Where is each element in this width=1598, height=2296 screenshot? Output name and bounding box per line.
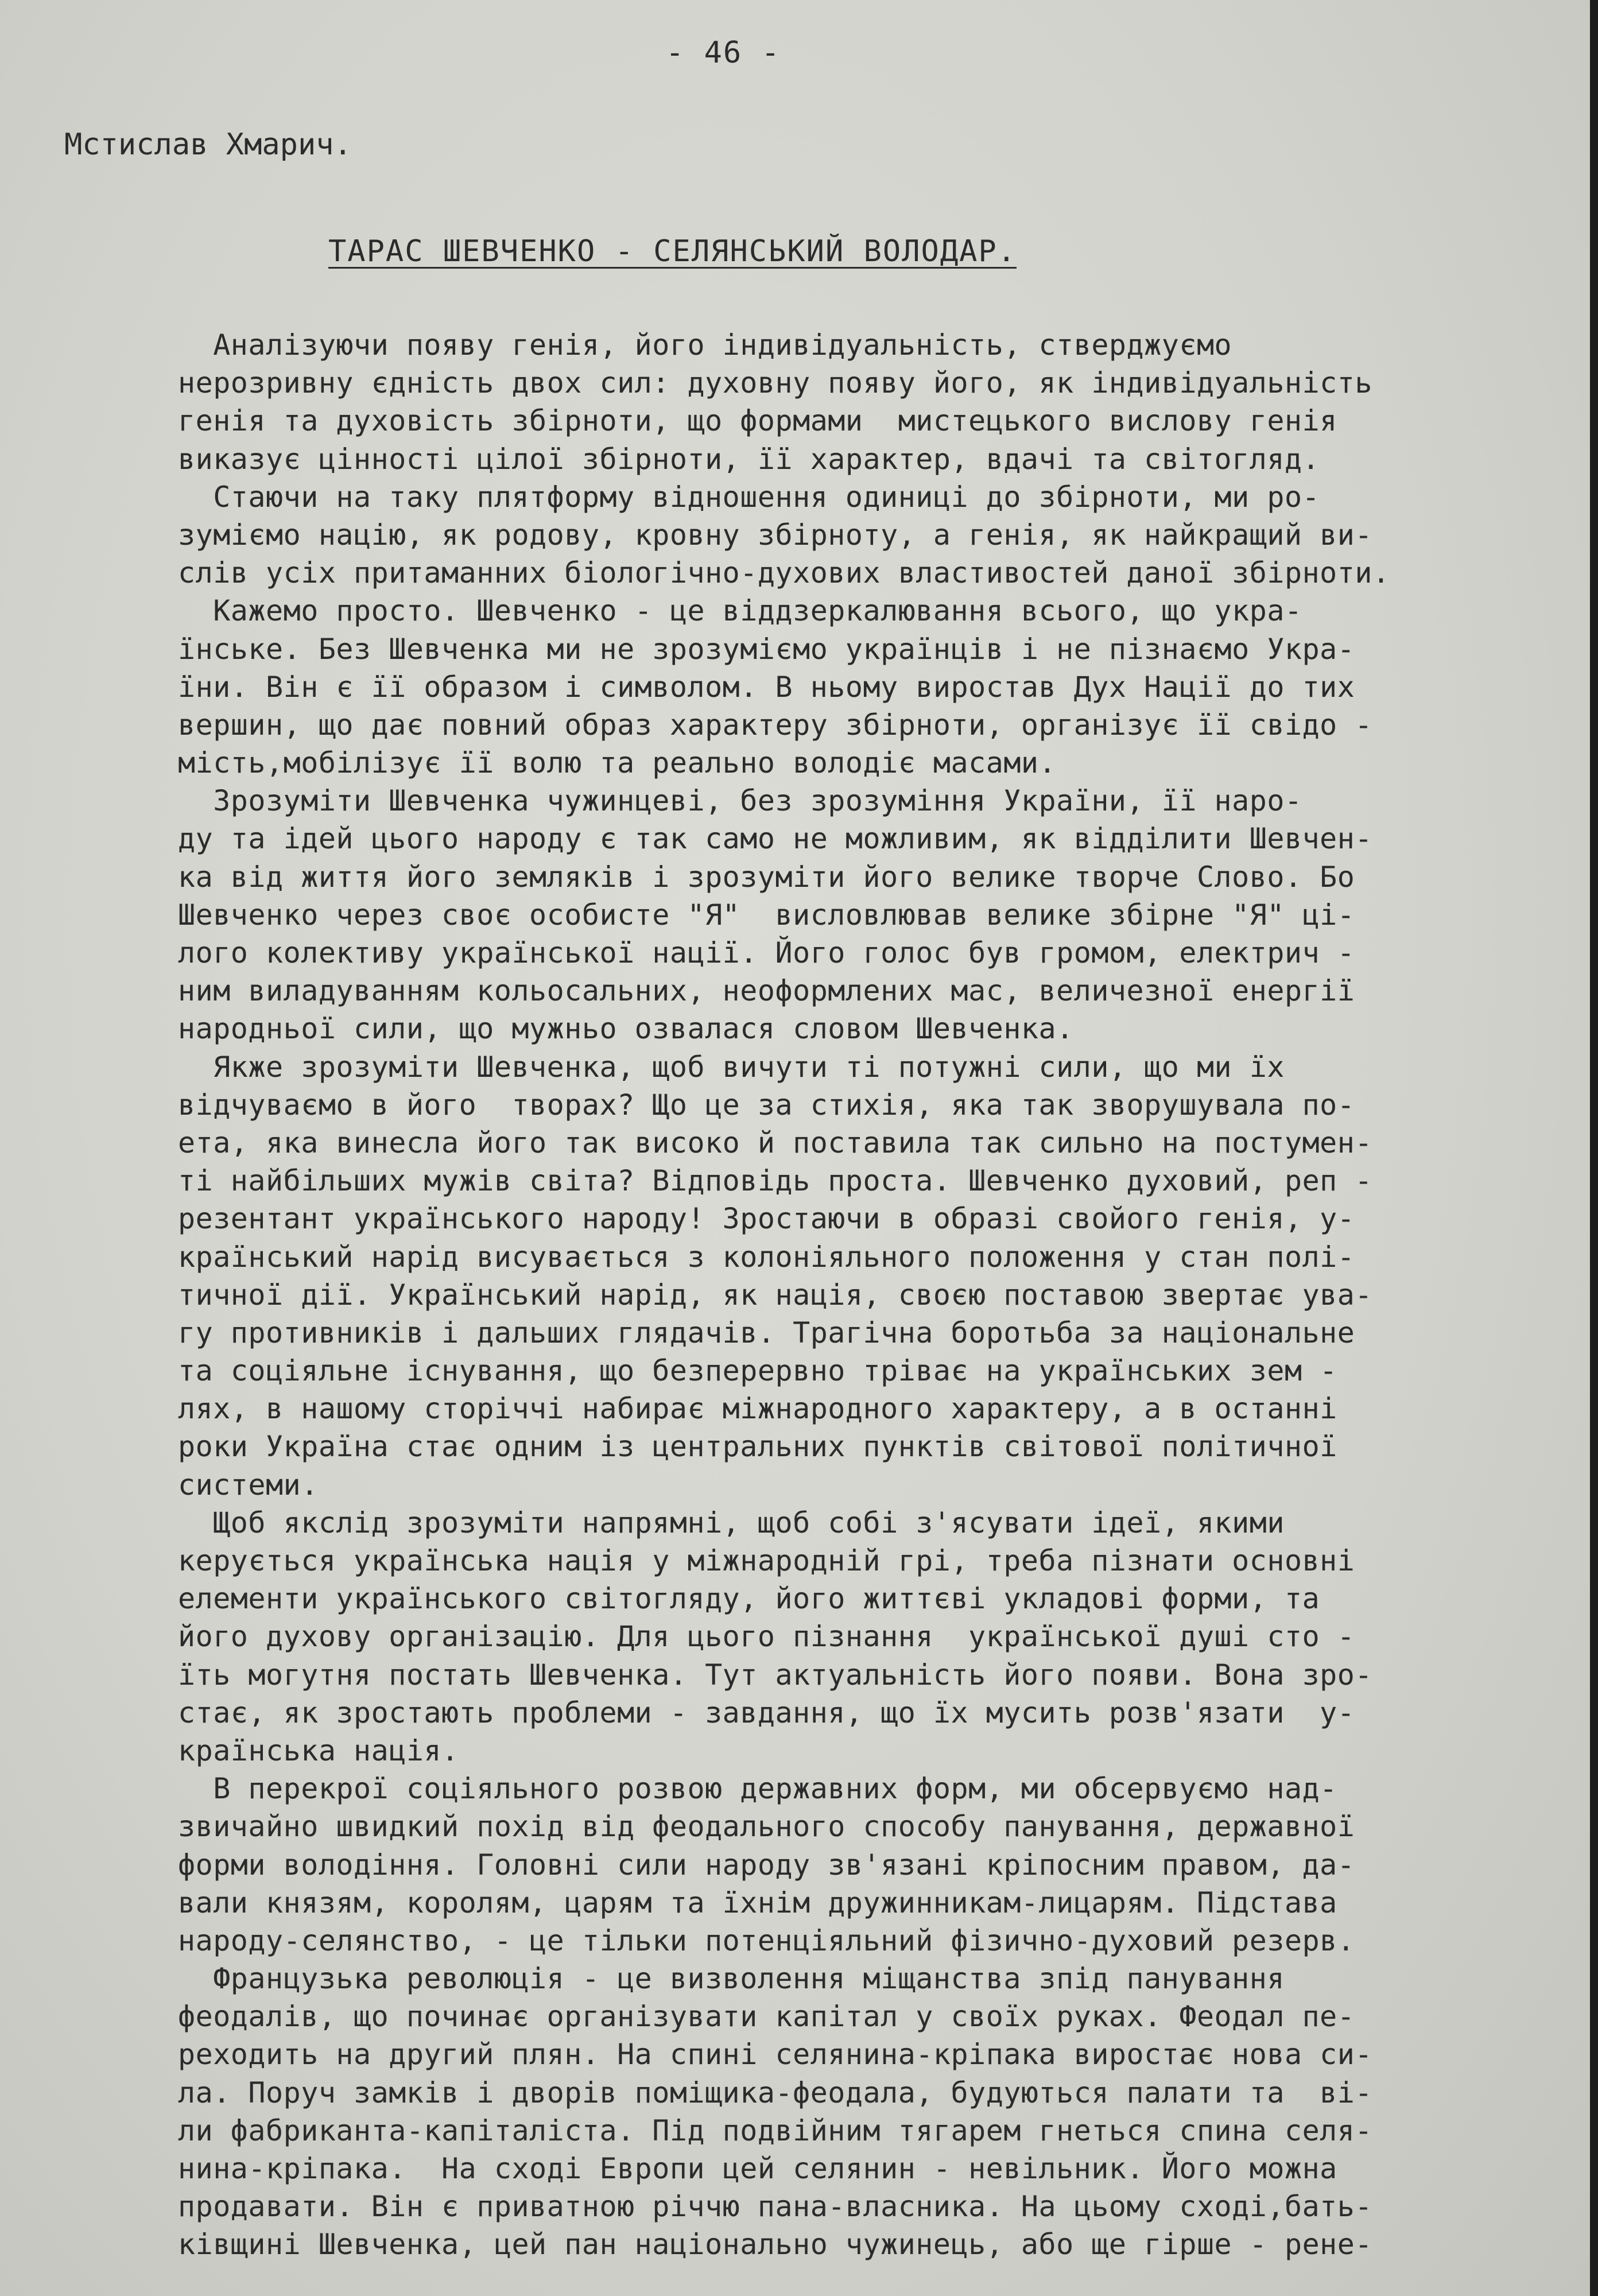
text-line: елементи українського світогляду, його життєві укладові форми, та [178, 1582, 1320, 1616]
text-line: нерозривну єдність двох сил: духовну появу його, як індивідуальність [178, 366, 1372, 400]
text-line: гу противників і дальших глядачів. Трагічна боротьба за національне [178, 1316, 1355, 1349]
text-line: їть могутня постать Шевченка. Тут актуальність його появи. Вона зро- [178, 1658, 1372, 1692]
text-line: Французька революція - це визволення міщанства зпід панування [178, 1962, 1285, 1996]
text-line: нина-кріпака. На сході Европи цей селянин - невільник. Його можна [178, 2152, 1337, 2185]
text-line: Якже зрозуміти Шевченка, щоб вичути ті потужні сили, що ми їх [178, 1050, 1285, 1084]
text-line: Зрозуміти Шевченка чужинцеві, без зрозуміння України, її наро- [178, 784, 1302, 818]
text-line: та соціяльне існування, що безперервно тріває на українських зем - [178, 1354, 1337, 1388]
text-line: мість,мобілізує її волю та реально володіє масами. [178, 746, 1057, 780]
text-line: виказує цінності цілої збірноти, її характер, вдачі та світогляд. [178, 442, 1320, 476]
text-line: В перекрої соціяльного розвою державних форм, ми обсервуємо над- [178, 1772, 1337, 1806]
text-line: лях, в нашому сторіччі набирає міжнародного характеру, а в останні [178, 1392, 1337, 1426]
text-line: форми володіння. Головні сили народу зв'язані кріпосним правом, да- [178, 1848, 1355, 1882]
text-line: ті найбільших мужів світа? Відповідь проста. Шевченко духовий, реп - [178, 1164, 1372, 1198]
text-line: феодалів, що починає організувати капітал у своїх руках. Феодал пе- [178, 2000, 1355, 2034]
article-body [178, 326, 1498, 2264]
text-line: зуміємо націю, як родову, кровну збірноту, а генія, як найкращий ви- [178, 518, 1372, 552]
text-line: роки Україна стає одним із центральних пунктів світової політичної [178, 1430, 1337, 1464]
text-line: народу-селянство, - це тільки потенціяльний фізично-духовий резерв. [178, 1923, 1355, 1957]
text-line: тичної дії. Український нарід, як нація, своєю поставою звертає ува- [178, 1278, 1372, 1312]
text-line: звичайно швидкий похід від феодального способу панування, державної [178, 1810, 1355, 1844]
text-line: ка від життя його земляків і зрозуміти його велике творче Слово. Бо [178, 860, 1355, 894]
text-line: лого колективу української нації. Його голос був громом, електрич - [178, 936, 1355, 969]
author-name: Мстислав Хмарич. [64, 127, 352, 162]
scan-edge [1590, 0, 1598, 2296]
text-line: вали князям, королям, царям та їхнім дружинникам-лицарям. Підстава [178, 1886, 1337, 1919]
text-line: Щоб якслід зрозуміти напрямні, щоб собі з'ясувати ідеї, якими [178, 1506, 1285, 1539]
text-line: їни. Він є її образом і символом. В ньому виростав Дух Нації до тих [178, 670, 1355, 704]
text-line: ду та ідей цього народу є так само не можливим, як відділити Шевчен- [178, 822, 1372, 856]
page-number: - 46 - [666, 36, 781, 70]
text-line: ли фабриканта-капіталіста. Під подвійним тягарем гнеться спина селя- [178, 2113, 1372, 2147]
text-line: відчуваємо в його творах? Що це за стихія, яка так зворушувала по- [178, 1088, 1355, 1122]
text-line: реходить на другий плян. На спині селянина-кріпака виростає нова си- [178, 2038, 1372, 2072]
text-line: країнський нарід висувається з колоніяльного положення у стан полі- [178, 1240, 1355, 1274]
text-line: його духову організацію. Для цього пізнання української душі сто - [178, 1620, 1355, 1654]
text-line: резентант українського народу! Зростаючи в образі свойого генія, у- [178, 1202, 1355, 1236]
text-line: їнське. Без Шевченка ми не зрозуміємо українців і не пізнаємо Укра- [178, 632, 1355, 666]
text-line: керується українська нація у міжнародній грі, треба пізнати основні [178, 1544, 1355, 1577]
text-line: Стаючи на таку плятформу відношення одиниці до збірноти, ми ро- [178, 480, 1320, 514]
text-line: вершин, що дає повний образ характеру збірноти, організує її свідо - [178, 708, 1372, 742]
text-line: стає, як зростають проблеми - завдання, що їх мусить розв'язати у- [178, 1696, 1355, 1729]
text-line: Шевченко через своє особисте "Я" висловлював велике збірне "Я" ці- [178, 898, 1355, 932]
text-line: продавати. Він є приватною річчю пана-власника. На цьому сході,бать- [178, 2190, 1372, 2224]
text-line: ним виладуванням кольосальних, неоформлених мас, величезної енергії [178, 974, 1355, 1008]
text-line: ла. Поруч замків і дворів поміщика-феодала, будуються палати та ві- [178, 2076, 1372, 2109]
text-line: Аналізуючи появу генія, його індивідуальність, стверджуємо [178, 328, 1232, 362]
text-line: народньої сили, що мужньо озвалася словом Шевченка. [178, 1012, 1074, 1046]
text-line: ета, яка винесла його так високо й поставила так сильно на постумен- [178, 1126, 1372, 1159]
text-line: країнська нація. [178, 1733, 459, 1767]
text-line: системи. [178, 1468, 319, 1502]
text-line: ківщині Шевченка, цей пан національно чужинець, або ще гірше - рене- [178, 2228, 1372, 2262]
text-line: Кажемо просто. Шевченко - це віддзеркалювання всього, що укра- [178, 594, 1302, 628]
text-line: слів усіх притаманних біологічно-духових властивостей даної збірноти. [178, 556, 1390, 590]
article-title: ТАРАС ШЕВЧЕНКО - СЕЛЯНСЬКИЙ ВОЛОДАР. [328, 234, 1017, 269]
text-line: генія та духовість збірноти, що формами мистецького вислову генія [178, 404, 1337, 438]
